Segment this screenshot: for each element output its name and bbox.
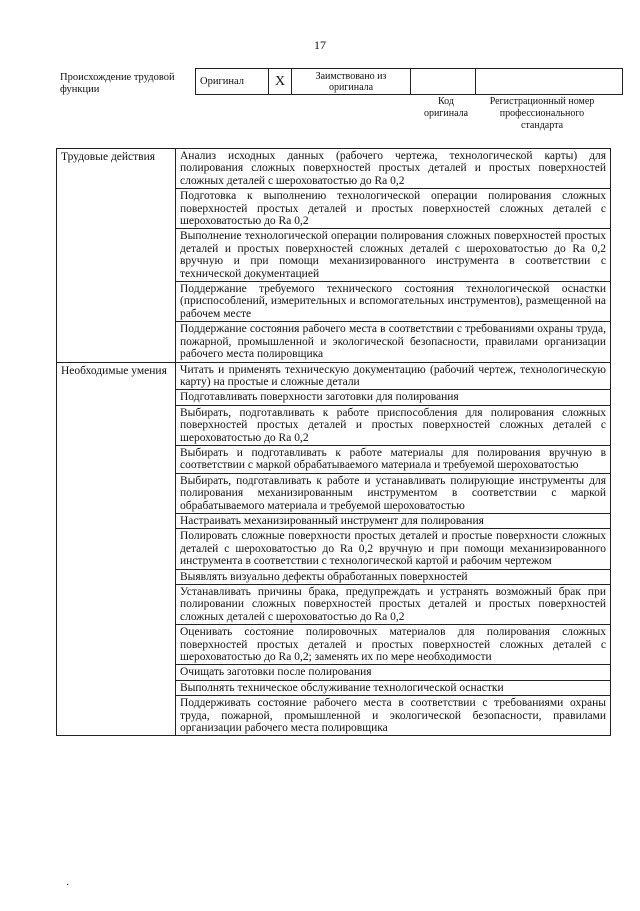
- origin-table: [195, 68, 623, 95]
- skill-item: Подготавливать поверхности заготовки для полирования: [176, 390, 611, 405]
- skill-item: Настраивать механизированный инструмент для полирования: [176, 513, 611, 528]
- skill-item: Устанавливать причины брака, предупреждать и устранять возможный брак при полировании сложных поверхностей простых деталей и простых поверхностей сложных деталей с шероховатостью до Ra 0,2: [176, 585, 611, 625]
- skill-item: Очищать заготовки после полирования: [176, 665, 611, 680]
- skill-item: Полировать сложные поверхности простых деталей и простые поверхности сложных деталей с шероховатостью до Ra 0,2 вручную и при помощи механизированного инструмента в соответствии с технологической картой и рабочим чертежом: [176, 529, 611, 569]
- origin-borrowed-cell: Заимствовано из оригинала: [292, 69, 411, 95]
- labor-action-item: Подготовка к выполнению технологической операции полирования сложных поверхностей простых деталей и простых поверхностей сложных деталей с шероховатостью до Ra 0,2: [176, 189, 611, 229]
- skill-item: Выбирать, подготавливать к работе и устанавливать полирующие инструменты для полирования механизированным инструментом в соответствии с маркой обрабатываемого материала и требуемой шероховатостью: [176, 473, 611, 513]
- origin-code-cell: [411, 69, 476, 95]
- skill-item: Выбирать и подготавливать к работе материалы для полирования вручную в соответствии с маркой обрабатываемого материала и требуемой шероховатостью: [176, 445, 611, 473]
- skill-item: Выбирать, подготавливать к работе приспособления для полирования сложных поверхностей простых деталей и простых поверхностей сложных деталей с шероховатостью до Ra 0,2: [176, 405, 611, 445]
- table-row: [57, 362, 611, 390]
- skill-item: Поддерживать состояние рабочего места в соответствии с требованиями охраны труда, пожарной, промышленной и экологической безопасности, правилами организации рабочего места полировщика: [176, 696, 611, 736]
- table-row: [57, 149, 611, 189]
- labor-actions-label: Трудовые действия: [57, 149, 176, 363]
- skill-item: Оценивать состояние полировочных материалов для полирования сложных поверхностей простых деталей и простых поверхностей сложных деталей с шероховатостью до Ra 0,2; заменять их по мере необходимости: [176, 625, 611, 665]
- labor-action-item: Выполнение технологической операции полирования сложных поверхностей простых деталей и простых поверхностей сложных деталей с шероховатостью до Ra 0,2 вручную и при помощи механизированного инструмента в соответствии с технической документацией: [176, 229, 611, 282]
- skill-item: Выполнять техническое обслуживание технологической оснастки: [176, 680, 611, 695]
- origin-mark-cell: X: [269, 69, 292, 95]
- page-number: 17: [314, 38, 326, 52]
- labor-action-item: Поддержание состояния рабочего места в соответствии с требованиями охраны труда, пожарной, промышленной и экологической безопасности, правилами организации рабочего места полировщика: [176, 322, 611, 362]
- labor-action-item: Анализ исходных данных (рабочего чертежа, технологической карты) для полирования сложных поверхностей простых деталей и простых поверхностей сложных деталей с шероховатостью до Ra 0,2: [176, 149, 611, 189]
- scan-mark: ·: [66, 880, 70, 891]
- skills-label: Необходимые умения: [57, 362, 176, 736]
- origin-label: Происхождение трудовой функции: [60, 72, 175, 95]
- origin-original-cell: Оригинал: [196, 69, 269, 95]
- skill-item: Выявлять визуально дефекты обработанных поверхностей: [176, 569, 611, 584]
- skill-item: Читать и применять техническую документацию (рабочий чертеж, технологическую карту) на простые и сложные детали: [176, 362, 611, 390]
- origin-reg-cell: [476, 69, 623, 95]
- origin-reg-caption: Регистрационный номер профессионального стандарта: [489, 96, 595, 131]
- labor-action-item: Поддержание требуемого технического состояния технологической оснастки (приспособлений, измерительных и вспомогательных инструментов), размещенной на рабочем месте: [176, 282, 611, 322]
- functions-table: [56, 148, 611, 736]
- origin-code-caption: Код оригинала: [423, 96, 469, 119]
